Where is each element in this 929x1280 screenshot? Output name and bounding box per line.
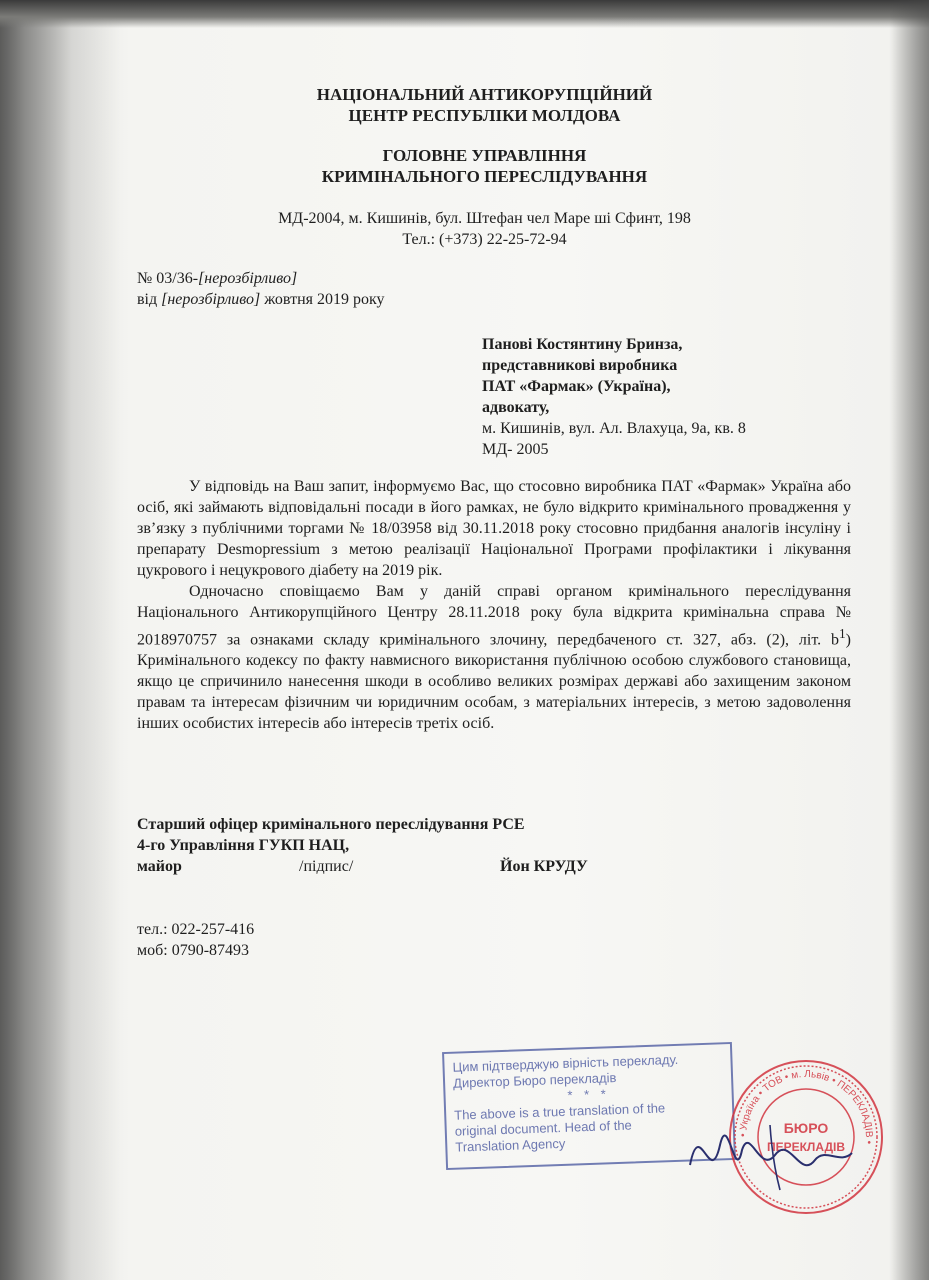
signer-title-line-2: 4-го Управління ГУКП НАЦ, bbox=[137, 837, 350, 854]
body-paragraph-1: У відповідь на Ваш запит, інформуємо Вас, що стосовно виробника ПАТ «Фармак» Україна або осіб, які займають відповідальні посади в його рамках, не було відкрито кримінального провадження у зв’язку з публічними торгами № 18/03958 від 30.11.2018 року стосовно придбання аналогів інсуліну і препарату Desmopressium з метою реалізації Національної Програми профілактики і лікування цукрового і нецукрового діабету на 2019 рік. bbox=[137, 478, 851, 579]
reference-number: № 03/36-[нерозбірливо] bbox=[137, 270, 298, 287]
recipient-name: Панові Костянтину Бринза, bbox=[482, 336, 683, 353]
signer-rank: майор bbox=[137, 858, 182, 875]
sender-address: МД-2004, м. Кишинів, бул. Штефан чел Маре ші Сфинт, 198 bbox=[278, 210, 691, 227]
signature-block bbox=[137, 814, 837, 877]
recipient-profession: адвокату, bbox=[482, 399, 550, 416]
dept-line-2: КРИМІНАЛЬНОГО ПЕРЕСЛІДУВАННЯ bbox=[321, 167, 648, 186]
reference-date: від [нерозбірливо] жовтня 2019 року bbox=[137, 291, 385, 308]
recipient-postcode: МД- 2005 bbox=[482, 441, 549, 458]
recipient-street: м. Кишинів, вул. Ал. Влахуца, 9а, кв. 8 bbox=[482, 420, 746, 437]
translation-certification-stamp: Цим підтверджую вірність перекладу. Директор Бюро перекладів * * * The above is a true translation of the original document. Head of the Translation Agency bbox=[442, 1042, 736, 1170]
contact-mob: моб: 0790-87493 bbox=[137, 942, 250, 959]
scan-right-edge bbox=[889, 0, 929, 1280]
sender-address-block bbox=[20, 208, 929, 250]
signer-name: Йон КРУДУ bbox=[500, 858, 588, 875]
signer-title-line-1: Старший офіцер кримінального переслідування РСЕ bbox=[137, 816, 525, 833]
binding-shadow bbox=[0, 0, 120, 1280]
org-line-1: НАЦІОНАЛЬНИЙ АНТИКОРУПЦІЙНИЙ bbox=[316, 85, 653, 104]
recipient-role: представникові виробника bbox=[482, 357, 678, 374]
department-heading bbox=[20, 145, 929, 187]
sender-phone: Тел.: (+373) 22-25-72-94 bbox=[402, 231, 567, 248]
contact-block bbox=[137, 919, 254, 961]
reference-block bbox=[137, 268, 385, 310]
contact-tel: тел.: 022-257-416 bbox=[137, 921, 255, 938]
svg-text:• Україна • ТОВ • м. Львів • П: • Україна • ТОВ • м. Львів • ПЕРЕКЛАДІВ • bbox=[737, 1068, 875, 1145]
body-paragraph-2: Одночасно сповіщаємо Вам у даній справі органом кримінального переслідування Національного Антикорупційного Центру 28.11.2018 року була відкрита кримінальна справа № 2018970757 за ознаками складу кримінального злочину, передбаченого ст. 327, абз. (2), літ. $b^1$) Кримінального кодексу по факту навмисного використання публічною особою службового становища, якщо це спричинило нанесення шкоди в особливо великих розмірах державі або захищеним законом правам та інтересам фізичним чи юридичним особам, з матеріальних інтересів, з метою задоволення інших особистих інтересів або інтересів третіх осіб. bbox=[137, 583, 851, 733]
dept-line-1: ГОЛОВНЕ УПРАВЛІННЯ bbox=[382, 146, 587, 165]
organization-heading bbox=[20, 84, 929, 126]
letter-body bbox=[137, 476, 851, 734]
org-line-2: ЦЕНТР РЕСПУБЛІКИ МОЛДОВА bbox=[348, 106, 621, 125]
recipient-block bbox=[482, 334, 746, 460]
scan-top-edge bbox=[0, 0, 929, 28]
svg-text:БЮРО: БЮРО bbox=[783, 1120, 829, 1136]
handwritten-signature-icon bbox=[680, 1105, 860, 1195]
recipient-company: ПАТ «Фармак» (Україна), bbox=[482, 378, 671, 395]
signature-mark: /підпис/ bbox=[299, 858, 354, 875]
svg-text:ПЕРЕКЛАДІВ: ПЕРЕКЛАДІВ bbox=[766, 1140, 846, 1154]
signer-row bbox=[137, 856, 837, 877]
